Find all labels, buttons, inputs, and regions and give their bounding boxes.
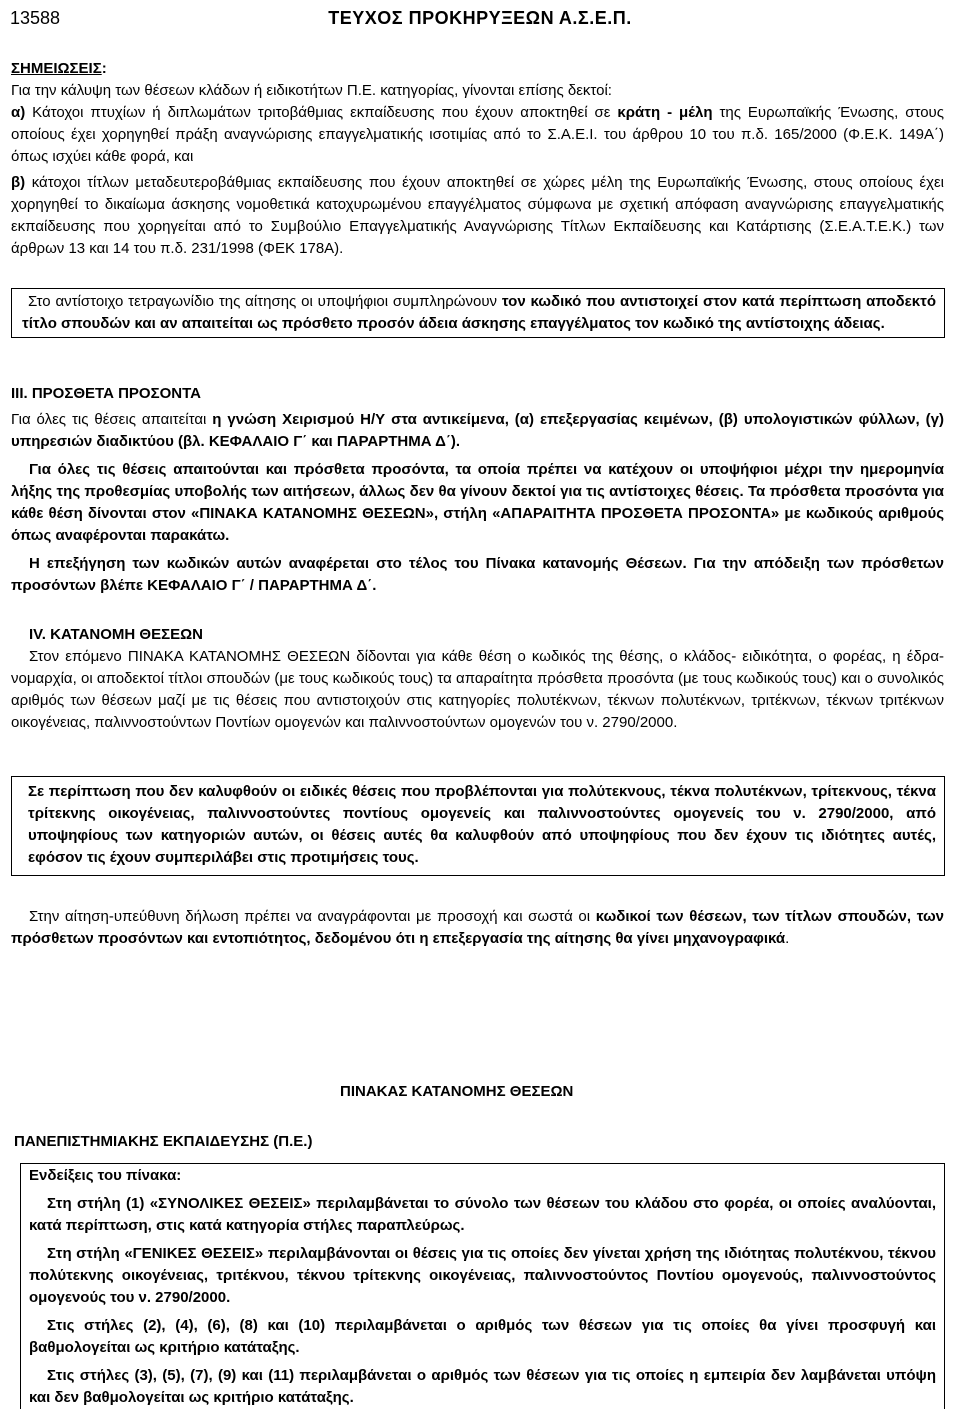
- notes-heading: ΣΗΜΕΙΩΣΕΙΣ:: [11, 60, 107, 77]
- legend-item-2: Στη στήλη «ΓΕΝΙΚΕΣ ΘΕΣΕΙΣ» περιλαμβάνονται οι θέσεις για τις οποίες δεν γίνεται χρήση της ιδιότητας πολυτέκνου, τέκνου πολύτεκνης οικογένειας, τριτέκνου, τέκνου τρίτεκνης οικογένειας, παλιννοστούντος Ποντίου ομογενούς, παλιννοστούντος ομογενούς του ν. 2790/2000.: [29, 1245, 936, 1306]
- section3-p3: Η επεξήγηση των κωδικών αυτών αναφέρεται στο τέλος του Πίνακα κατανομής Θέσεων. Για την απόδειξη των πρόσθετων προσόντων βλέπε ΚΕΦΑΛΑΙΟ Γ΄ / ΠΑΡΑΡΤΗΜΑ Δ΄.: [11, 555, 944, 594]
- section4-heading: IV. ΚΑΤΑΝΟΜΗ ΘΕΣΕΩΝ: [29, 626, 203, 643]
- title-code-text: Στο αντίστοιχο τετραγωνίδιο της αίτησης οι υποψήφιοι συμπληρώνουν τον κωδικό που αντιστοιχεί στον κατά περίπτωση αποδεκτό τίτλο σπουδών και αν απαιτείται ως πρόσθετο προσόν άδεια άσκησης επαγγέλματος τον κωδικό της αντίστοιχης άδειας.: [22, 293, 936, 332]
- table-legend: [20, 1163, 945, 1409]
- issue-title: ΤΕΥΧΟΣ ΠΡΟΚΗΡΥΞΕΩΝ Α.Σ.Ε.Π.: [328, 8, 632, 28]
- section3-p2: Για όλες τις θέσεις απαιτούνται και πρόσθετα προσόντα, τα οποία πρέπει να κατέχουν οι υποψήφιοι μέχρι την ημερομηνία λήξης της προθεσμίας υποβολής των αιτήσεων, άλλως δεν θα γίνουν δεκτοί για τις αντίστοιχες θέσεις. Τα πρόσθετα προσόντα για κάθε θέση δίνονται στον «ΠΙΝΑΚΑ ΚΑΤΑΝΟΜΗΣ ΘΕΣΕΩΝ», στήλη «ΑΠΑΡΑΙΤΗΤΑ ΠΡΟΣΘΕΤΑ ΠΡΟΣΟΝΤΑ» με κωδικούς αριθμούς όπως αναφέρονται παρακάτω.: [11, 461, 944, 544]
- legend-item-1: Στη στήλη (1) «ΣΥΝΟΛΙΚΕΣ ΘΕΣΕΙΣ» περιλαμβάνεται το σύνολο των θέσεων του κλάδου στο φορέα, οι οποίες αναλύονται, κατά περίπτωση, στις κατά κατηγορία στήλες παραπλεύρως.: [29, 1195, 936, 1234]
- note-a: α) Κάτοχοι πτυχίων ή διπλωμάτων τριτοβάθμιας εκπαίδευσης που έχουν αποκτηθεί σε κράτη - μέλη της Ευρωπαϊκής Ένωσης, στους οποίους έχει χορηγηθεί πράξη αναγνώρισης επαγγελματικής ισοτιμίας από το Σ.Α.Ε.Ι. του άρθρου 10 του π.δ. 165/2000 (Φ.Ε.Κ. 149Α΄) όπως ισχύει κάθε φορά, και: [11, 104, 944, 165]
- section-allocation: [11, 624, 944, 734]
- page-number: 13588: [10, 8, 61, 28]
- legend-heading: Ενδείξεις του πίνακα:: [29, 1167, 182, 1184]
- title-code-box: [11, 288, 945, 338]
- section3-heading: ΙΙΙ. ΠΡΟΣΘΕΤΑ ΠΡΟΣΟΝΤΑ: [11, 385, 201, 402]
- notes-section: [11, 58, 944, 260]
- section3-p1: Για όλες τις θέσεις απαιτείται η γνώση Χειρισμού Η/Υ στα αντικείμενα, (α) επεξεργασίας κειμένων, (β) υπολογιστικών φύλλων, (γ) υπηρεσιών διαδικτύου (βλ. ΚΕΦΑΛΑΙΟ Γ΄ και ΠΑΡΑΡΤΗΜΑ Δ΄).: [11, 411, 944, 450]
- section-additional-qualifications: [11, 383, 944, 597]
- notes-intro: Για την κάλυψη των θέσεων κλάδων ή ειδικοτήτων Π.Ε. κατηγορίας, γίνονται επίσης δεκτοί:: [11, 82, 612, 99]
- statement-text: Στην αίτηση-υπεύθυνη δήλωση πρέπει να αναγράφονται με προσοχή και σωστά οι κωδικοί των θέσεων, των τίτλων σπουδών, των πρόσθετων προσόντων και εντοπιότητος, δεδομένου ότι η επεξεργασία της αίτησης θα γίνει μηχανογραφικά.: [11, 908, 944, 947]
- special-positions-box: [11, 776, 945, 876]
- table-title: ΠΙΝΑΚΑΣ ΚΑΤΑΝΟΜΗΣ ΘΕΣΕΩΝ: [340, 1083, 574, 1100]
- page-header: [8, 5, 952, 33]
- legend-item-3: Στις στήλες (2), (4), (6), (8) και (10) περιλαμβάνεται ο αριθμός των θέσεων για τις οποίες θα γίνει προσφυγή και βαθμολογείται ως κριτήριο κατάταξης.: [29, 1317, 936, 1356]
- education-category: ΠΑΝΕΠΙΣΤΗΜΙΑΚΗΣ ΕΚΠΑΙΔΕΥΣΗΣ (Π.Ε.): [14, 1133, 313, 1150]
- special-positions-text: Σε περίπτωση που δεν καλυφθούν οι ειδικές θέσεις που προβλέπονται για πολύτεκνους, τέκνα πολυτέκνων, τρίτεκνους, τέκνα τρίτεκνης οικογένειας, παλιννοστούντες ποντίους ομογενείς και παλιννοστούντες ομογενείς του ν. 2790/2000, από υποψηφίους των κατηγοριών αυτών, οι θέσεις αυτές θα καλυφθούν από υποψηφίους που δεν έχουν τις ιδιότητες αυτές, εφόσον τις έχουν συμπεριλάβει στις προτιμήσεις τους.: [28, 783, 936, 866]
- legend-item-4: Στις στήλες (3), (5), (7), (9) και (11) περιλαμβάνεται ο αριθμός των θέσεων για τις οποίες η εμπειρία δεν λαμβάνεται υπόψη και δεν βαθμολογείται ως κριτήριο κατάταξης.: [29, 1367, 936, 1406]
- section4-p1: Στον επόμενο ΠΙΝΑΚΑ ΚΑΤΑΝΟΜΗΣ ΘΕΣΕΩΝ δίδονται για κάθε θέση ο κωδικός της θέσης, ο κλάδος- ειδικότητα, ο φορέας, η έδρα- νομαρχία, οι αποδεκτοί τίτλοι σπουδών (με τους κωδικούς τους) τα απαραίτητα πρόσθετα προσόντα (με τους κωδικούς τους) και ο συνολικός αριθμός των θέσεων μαζί με τις θέσεις που αντιστοιχούν στις κατηγορίες πολυτέκνων, τέκνων πολυτέκνων, τριτέκνων, τέκνων τριτέκνων οικογένειας, παλιννοστούντων Ποντίων ομογενών και παλιννοστούντων ομογενών του ν. 2790/2000.: [11, 648, 944, 731]
- statement-section: [11, 906, 944, 950]
- note-b: β) κάτοχοι τίτλων μεταδευτεροβάθμιας εκπαίδευσης που έχουν αποκτηθεί σε χώρες μέλη της Ευρωπαϊκής Ένωσης, στους οποίους έχει χορηγηθεί το δικαίωμα άσκησης νομοθετικά κατοχυρωμένου επαγγέλματος σύμφωνα με σχετική απόφαση αναγνώρισης επαγγελματικής εκπαίδευσης που χορηγείται από το Συμβούλιο Επαγγελματικής Αναγνώρισης Τίτλων Εκπαίδευσης και Κατάρτισης (Σ.Ε.Α.Τ.Ε.Κ.) των άρθρων 13 και 14 του π.δ. 231/1998 (ΦΕΚ 178Α).: [11, 174, 944, 257]
